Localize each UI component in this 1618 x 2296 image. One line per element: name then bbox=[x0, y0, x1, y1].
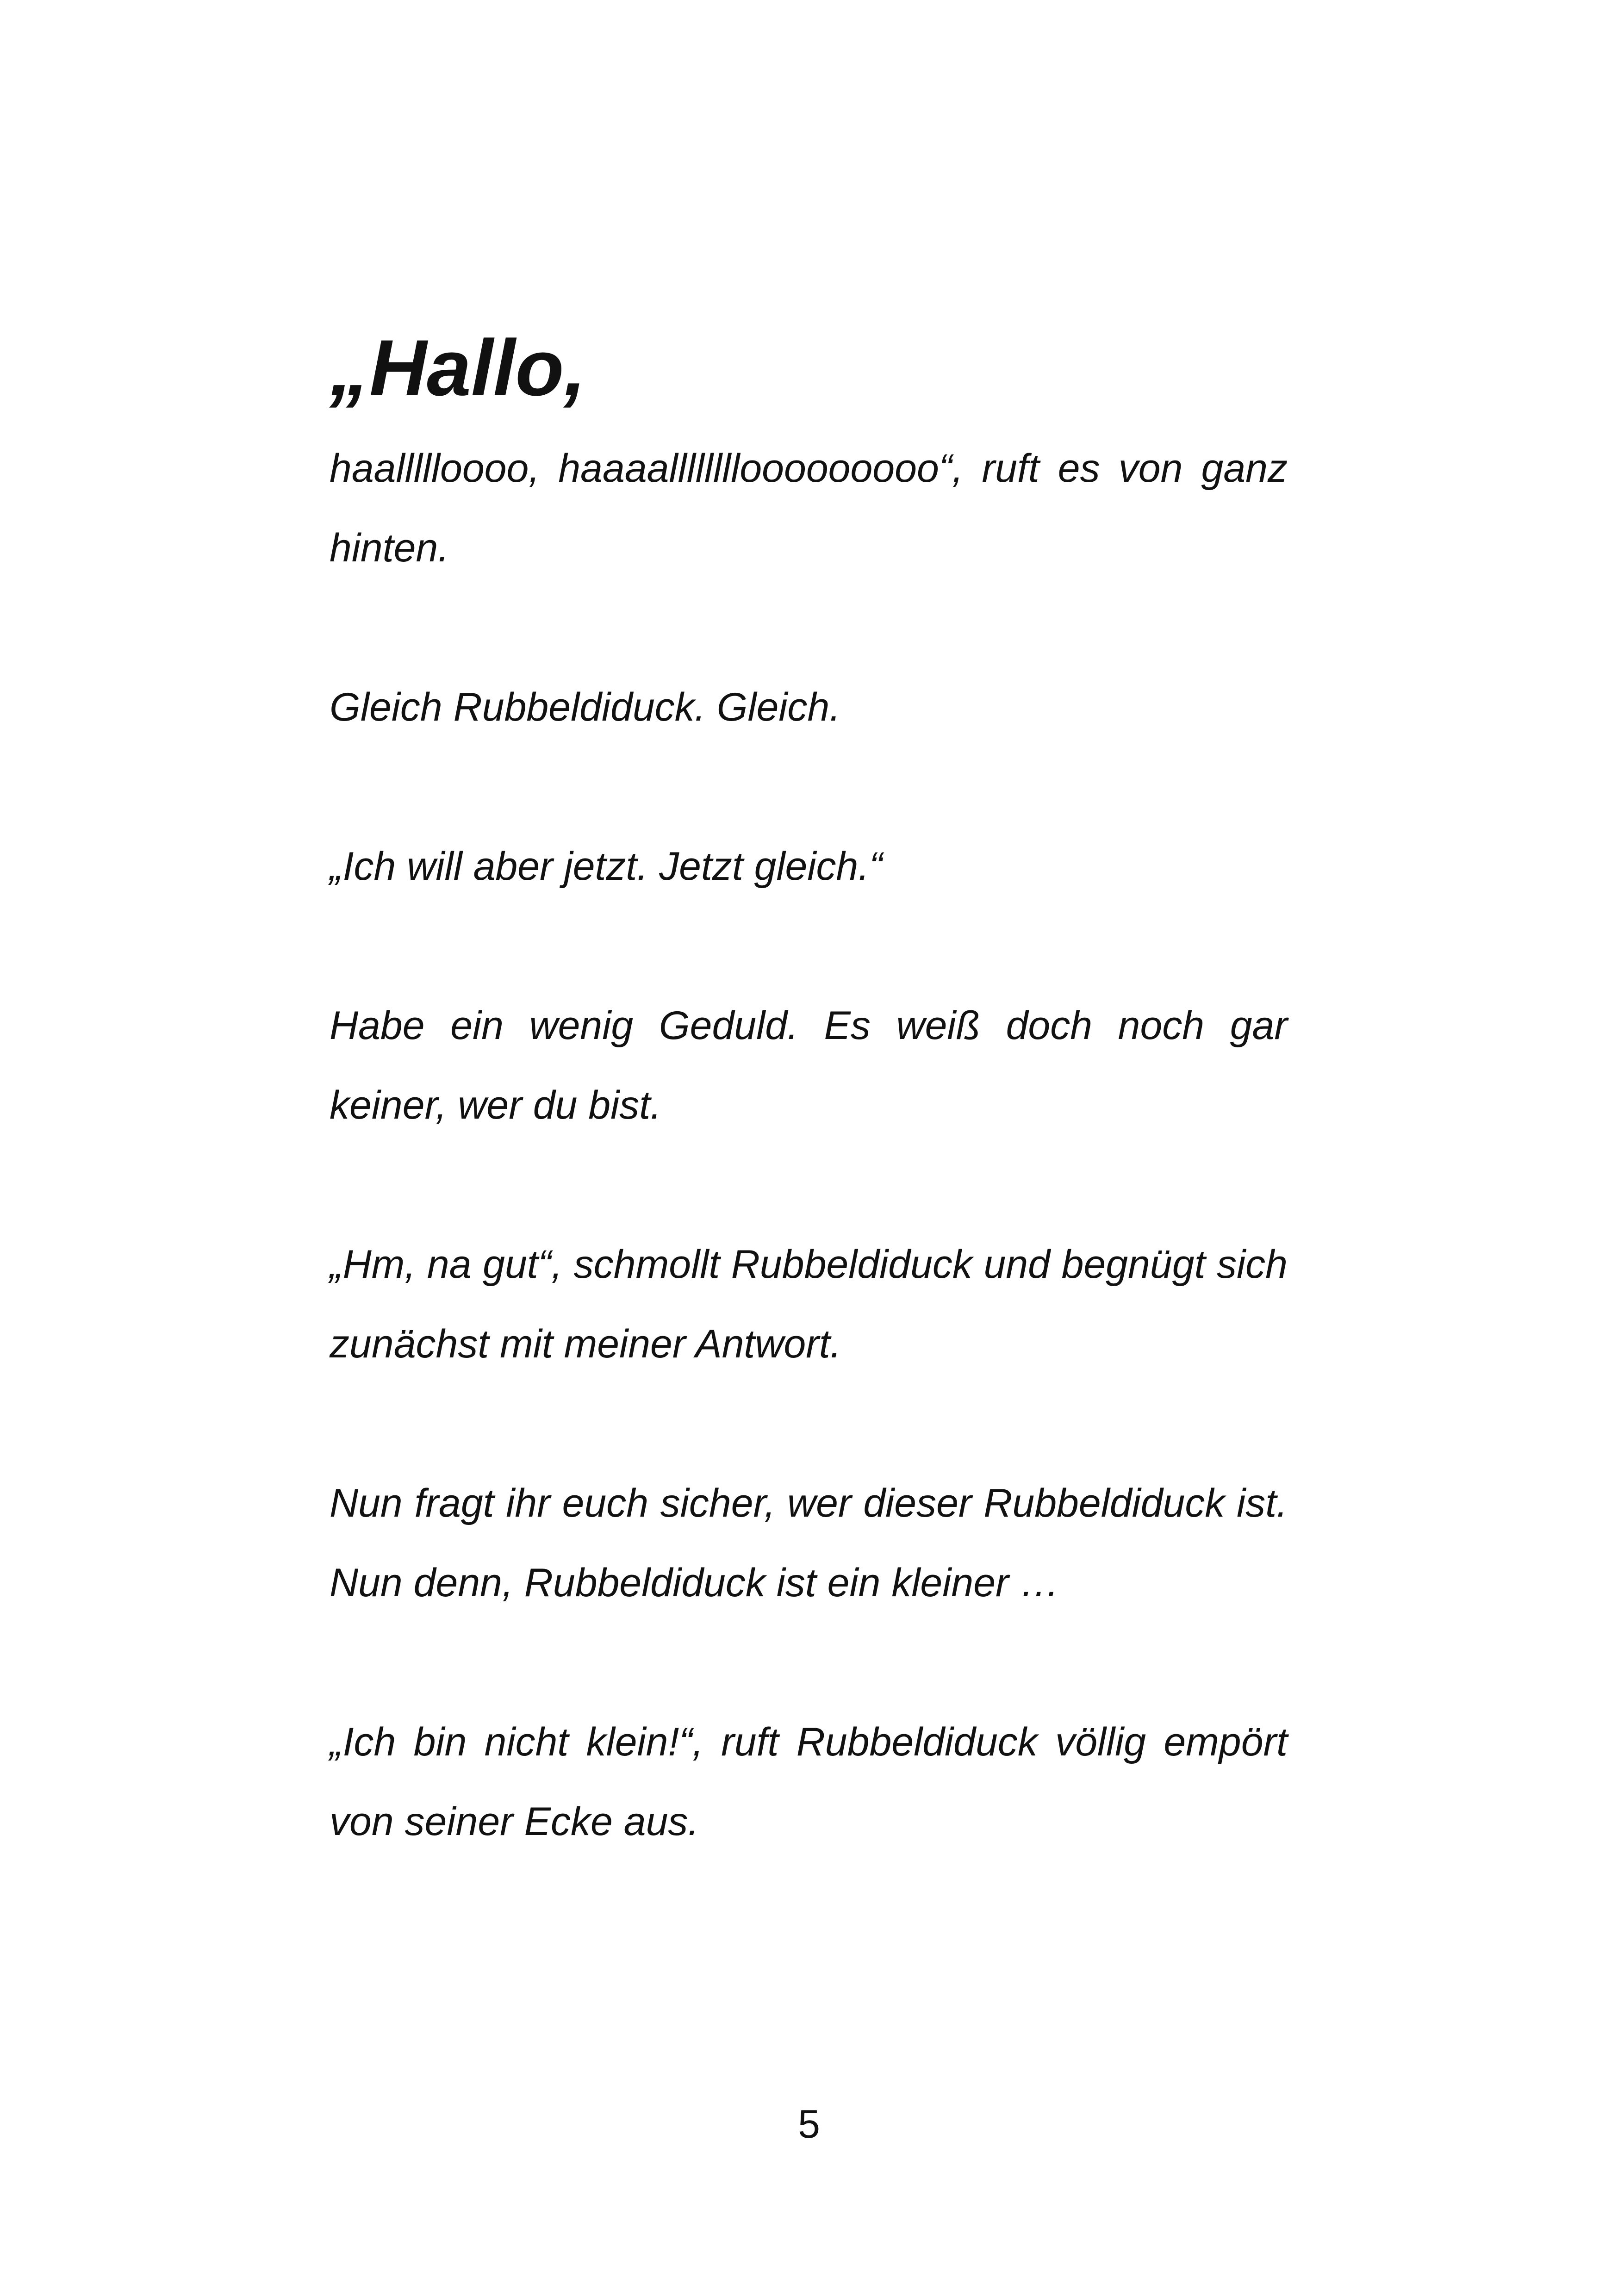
paragraph: „Ich will aber jetzt. Jetzt gleich.“ bbox=[330, 844, 883, 889]
paragraph: „Hm, na gut“, schmollt Rubbeldiduck und begnügt sich zunächst mit meiner Antwort. bbox=[330, 1242, 1288, 1366]
paragraph: Habe ein wenig Geduld. Es weiß doch noch gar keiner, wer du bist. bbox=[330, 1003, 1288, 1127]
page-number: 5 bbox=[798, 2102, 820, 2147]
paragraph: haallllloooo, haaaallllllllooooooooo“, ruft es von ganz hinten. bbox=[330, 446, 1288, 570]
page-content bbox=[330, 319, 1288, 1861]
paragraph: Gleich Rubbeldiduck. Gleich. bbox=[330, 685, 841, 729]
paragraph: „Ich bin nicht klein!“, ruft Rubbeldiduck völlig empört von seiner Ecke aus. bbox=[330, 1720, 1288, 1844]
paragraph: Nun fragt ihr euch sicher, wer dieser Rubbeldiduck ist. Nun denn, Rubbeldiduck ist ein kleiner … bbox=[330, 1481, 1288, 1605]
chapter-heading: „Hallo, bbox=[330, 324, 586, 412]
